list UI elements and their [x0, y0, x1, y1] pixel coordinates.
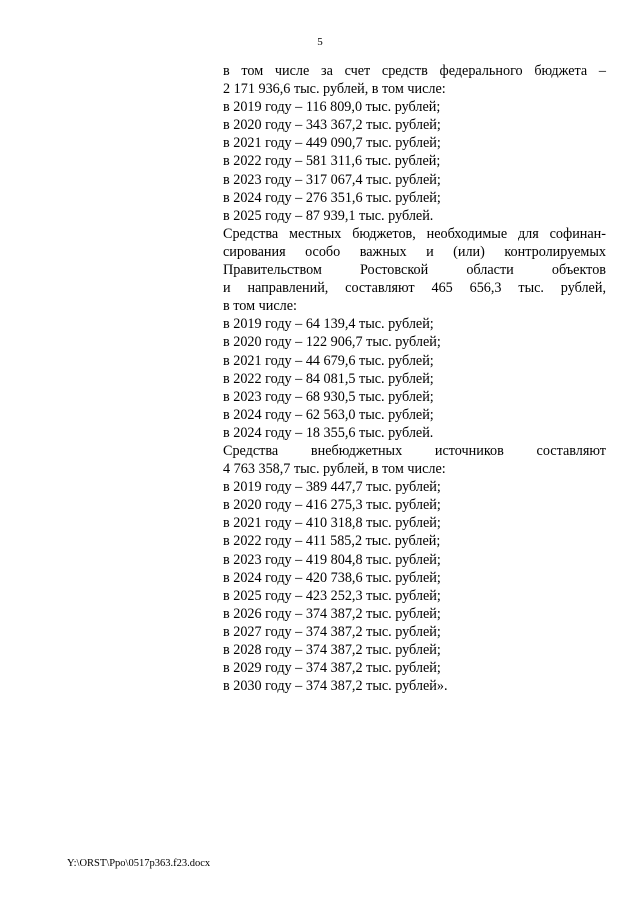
federal-year-line: в 2023 году – 317 067,4 тыс. рублей; [223, 171, 441, 188]
extrabudget-year-line: в 2026 году – 374 387,2 тыс. рублей; [223, 605, 441, 622]
extrabudget-year-line: в 2029 году – 374 387,2 тыс. рублей; [223, 660, 441, 677]
extrabudget-year-line: в 2025 году – 423 252,3 тыс. рублей; [223, 587, 441, 604]
extrabudget-year-line: в 2028 году – 374 387,2 тыс. рублей; [223, 642, 441, 658]
local-budget-text-line: Средства местных бюджетов, необходимые для софинан- [223, 225, 606, 242]
extrabudget-year-line: в 2027 году – 374 387,2 тыс. рублей; [223, 623, 441, 640]
local-budget-text-line: сирования особо важных и (или) контролируемых [223, 243, 606, 260]
extrabudget-year-line: в 2021 году – 410 318,8 тыс. рублей; [223, 515, 441, 532]
local-year-line: в 2022 году – 84 081,5 тыс. рублей; [223, 370, 434, 387]
extrabudget-year-line: в 2023 году – 419 804,8 тыс. рублей; [223, 551, 441, 568]
local-year-line: в 2023 году – 68 930,5 тыс. рублей; [223, 388, 434, 405]
extrabudget-intro: Средства внебюджетных источников составляют [223, 442, 606, 459]
local-budget-text-line: и направлений, составляют 465 656,3 тыс. рублей, [223, 280, 606, 297]
local-budget-text-line: Правительством Ростовской области объектов [223, 262, 606, 279]
local-budget-text-last: в том числе: [223, 298, 297, 315]
federal-year-line: в 2024 году – 276 351,6 тыс. рублей; [223, 189, 441, 206]
extrabudget-year-line: в 2020 году – 416 275,3 тыс. рублей; [223, 497, 441, 514]
local-year-line: в 2024 году – 18 355,6 тыс. рублей. [223, 424, 434, 441]
extrabudget-year-line: в 2030 году – 374 387,2 тыс. рублей». [223, 678, 448, 695]
local-year-line: в 2024 году – 62 563,0 тыс. рублей; [223, 406, 434, 423]
local-year-line: в 2020 году – 122 906,7 тыс. рублей; [223, 334, 441, 351]
extrabudget-year-line: в 2022 году – 411 585,2 тыс. рублей; [223, 533, 441, 550]
federal-budget-intro: в том числе за счет средств федерального бюджета – [223, 63, 606, 79]
extrabudget-year-line: в 2019 году – 389 447,7 тыс. рублей; [223, 479, 441, 496]
footer-file-path: Y:\ORST\Ppo\0517p363.f23.docx [67, 858, 211, 869]
page-number: 5 [317, 36, 323, 48]
extrabudget-year-line: в 2024 году – 420 738,6 тыс. рублей; [223, 569, 441, 586]
federal-year-line: в 2022 году – 581 311,6 тыс. рублей; [223, 153, 441, 170]
federal-budget-total: 2 171 936,6 тыс. рублей, в том числе: [223, 81, 446, 98]
federal-year-line: в 2020 году – 343 367,2 тыс. рублей; [223, 117, 441, 134]
extrabudget-total: 4 763 358,7 тыс. рублей, в том числе: [223, 461, 446, 478]
federal-year-line: в 2019 году – 116 809,0 тыс. рублей; [223, 99, 441, 116]
local-year-line: в 2019 году – 64 139,4 тыс. рублей; [223, 316, 434, 333]
federal-year-line: в 2021 году – 449 090,7 тыс. рублей; [223, 135, 441, 152]
document-body [223, 62, 606, 695]
local-year-line: в 2021 году – 44 679,6 тыс. рублей; [223, 352, 434, 369]
federal-year-line: в 2025 году – 87 939,1 тыс. рублей. [223, 207, 434, 224]
